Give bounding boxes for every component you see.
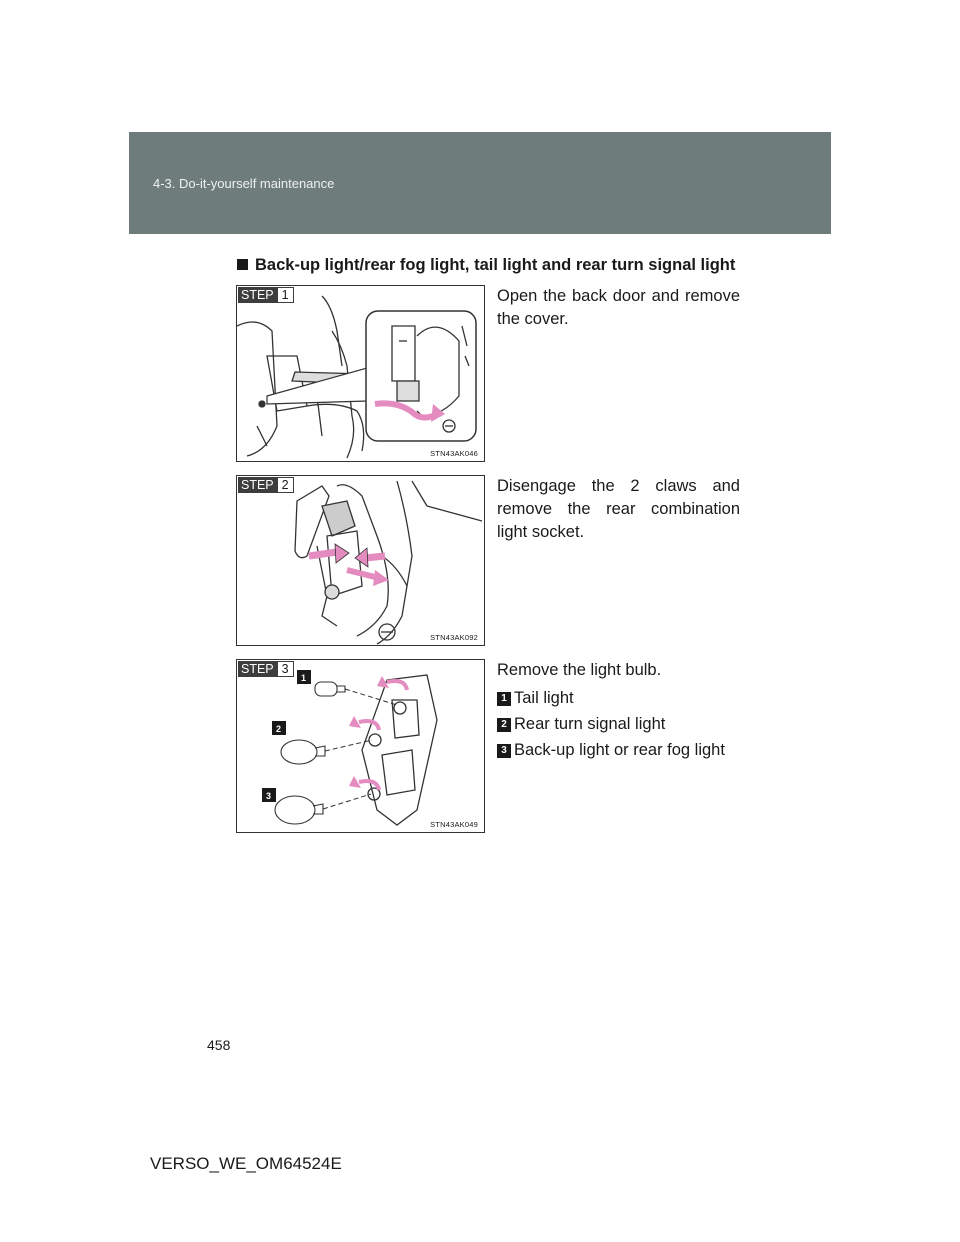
- figure-code: STN43AK092: [430, 633, 478, 642]
- callout-3: 3: [266, 791, 272, 801]
- step-2-figure: [236, 475, 485, 646]
- legend-label: Back-up light or rear fog light: [514, 741, 725, 759]
- section-label: 4-3. Do-it-yourself maintenance: [153, 176, 335, 191]
- figure-code: STN43AK046: [430, 449, 478, 458]
- step-2-illustration: [237, 476, 484, 645]
- section-heading: [237, 256, 735, 275]
- step-2-text: Disengage the 2 claws and remove the rear combination light socket.: [497, 477, 740, 541]
- page-number: 458: [207, 1037, 231, 1053]
- step-word: STEP: [238, 287, 277, 303]
- legend-label: Tail light: [514, 689, 574, 707]
- step-1-text: Open the back door and remove the cover.: [497, 287, 740, 328]
- legend-item-1: [497, 689, 574, 708]
- legend-item-3: [497, 741, 725, 760]
- heading-text: Back-up light/rear fog light, tail light and rear turn signal light: [255, 256, 736, 274]
- number-badge-icon: 3: [497, 744, 511, 758]
- step-3-figure: [236, 659, 485, 833]
- step-1-illustration: [237, 286, 484, 461]
- step-number: 2: [277, 477, 294, 493]
- step-number: 1: [277, 287, 294, 303]
- step-1-figure: [236, 285, 485, 462]
- document-code: VERSO_WE_OM64524E: [150, 1154, 342, 1173]
- number-badge-icon: 2: [497, 718, 511, 732]
- callout-2: 2: [276, 724, 282, 734]
- step-word: STEP: [238, 661, 277, 677]
- step-2-badge: [238, 477, 294, 493]
- figure-code: STN43AK049: [430, 820, 478, 829]
- step-word: STEP: [238, 477, 277, 493]
- number-badge-icon: 1: [497, 692, 511, 706]
- step-3-badge: [238, 661, 294, 677]
- step-3-text: Remove the light bulb.: [497, 661, 662, 679]
- header-band: [129, 132, 831, 234]
- callout-1: 1: [301, 673, 307, 683]
- legend-label: Rear turn signal light: [514, 715, 666, 733]
- step-number: 3: [277, 661, 294, 677]
- step-3-illustration: [237, 660, 484, 832]
- legend-item-2: [497, 715, 665, 734]
- square-bullet-icon: [237, 259, 248, 270]
- step-1-badge: [238, 287, 294, 303]
